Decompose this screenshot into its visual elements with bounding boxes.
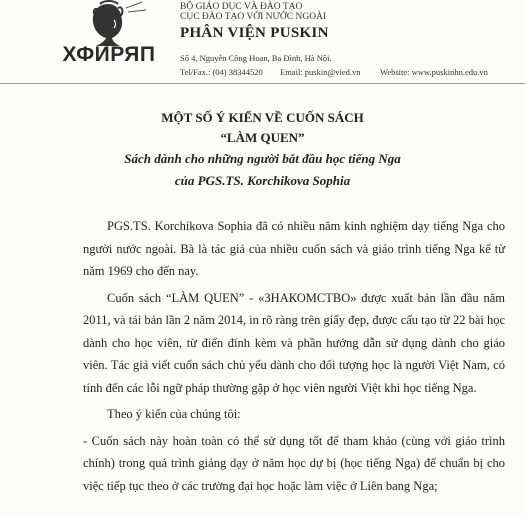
header-divider [0,83,525,84]
institute-name: PHÂN VIỆN PUSKIN [180,25,329,41]
book-subtitle: Sách dành cho những người bắt đầu học tiếng Nga [124,151,401,166]
institute-phone: Tel/Fax.: (04) 38344520 [180,67,263,77]
institute-website: Website: www.puskinhn.edu.vn [380,67,488,77]
logo-text: ХФИРЯП [62,43,156,66]
book-author: của PGS.TS. Korchikova Sophia [174,173,351,188]
ministry-name: BỘ GIÁO DỤC VÀ ĐÀO TẠO [180,2,303,12]
document-title: MỘT SỐ Ý KIẾN VỀ CUỐN SÁCH [161,110,364,125]
book-title: “LÀM QUEN” [220,130,305,145]
institute-address: Số 4, Nguyễn Công Hoan, Ba Đình, Hà Nội. [180,53,332,63]
institute-email: Email: puskin@vied.vn [280,67,361,77]
paragraph-author-intro: PGS.TS. Korchikova Sophia đã có nhiều năm kinh nghiệm dạy tiếng Nga cho người nước ngoài. Bà là tác giả của nhiều cuốn sách và giáo trình tiếng Nga kể từ năm 1969 cho đến nay. [83,219,505,278]
paragraph-opinion-intro: Theo ý kiến của chúng tôi: [107,407,241,421]
paragraph-book-description: Cuốn sách “LÀM QUEN” - «ЗНАКОМСТВО» được xuất bản lần đầu năm 2011, và tái bản lần 2 năm 2014, in rõ ràng trên giấy đẹp, được cấu tạo từ 22 bài học dành cho học viên, từ điển đính kèm và phần hướng dẫn sử dụng dành cho giáo viên. Tác giả viết cuốn sách chủ yếu dành cho đối tượng học là người Việt Nam, có tính đến các lỗi ngữ pháp thường gặp ở học viên người Việt khi học tiếng Nga. [83,290,506,395]
department-name: CỤC ĐÀO TẠO VỚI NƯỚC NGOÀI [180,12,327,22]
document-body [83,215,505,501]
institute-logo [58,0,160,80]
paragraph-opinion-point: - Cuốn sách này hoàn toàn có thể sử dụng tốt để tham khảo (cùng với giáo trình chính) trong quá trình giảng dạy ở năm học dự bị (học tiếng Nga) để chuẩn bị cho việc tiếp tục theo ở các trường đại học hoặc làm việc ở Liên bang Nga; [83,433,505,493]
